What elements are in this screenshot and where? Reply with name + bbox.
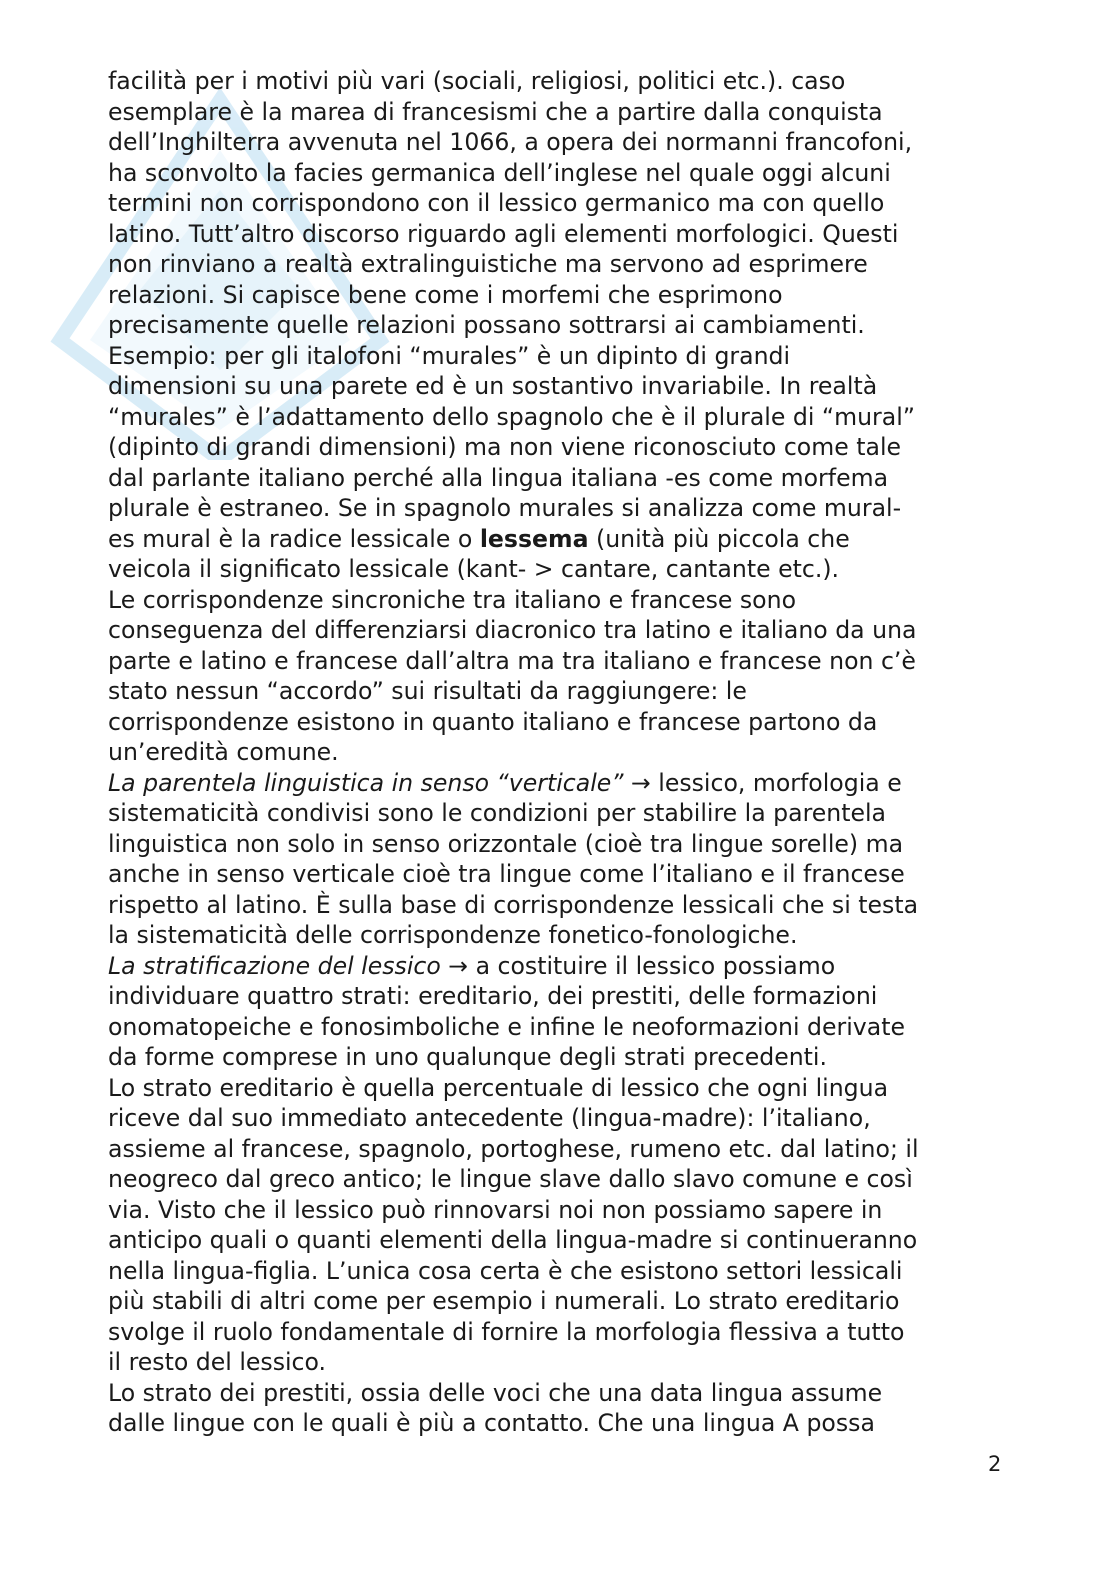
- text-run: anche in senso verticale cioè tra lingue come l’italiano e il francese: [108, 860, 905, 888]
- text-line: [108, 97, 1008, 128]
- text-line: [108, 676, 1008, 707]
- text-line: [108, 890, 1008, 921]
- text-run: “murales” è l’adattamento dello spagnolo che è il plurale di “mural”: [108, 402, 915, 431]
- text-line: [108, 707, 1008, 738]
- bold-term: lessema: [479, 524, 589, 553]
- text-line: [108, 920, 1008, 951]
- text-line: [108, 737, 1008, 768]
- text-run: Lo strato dei prestiti, ossia delle voci che una data lingua assume: [108, 1378, 883, 1407]
- text-run: nella lingua-figlia. L’unica cosa certa è che esistono settori lessicali: [108, 1256, 903, 1285]
- text-run: rispetto al latino. È sulla base di corrispondenze lessicali che si testa: [108, 890, 919, 919]
- text-run: (unità più piccola che: [588, 524, 850, 553]
- text-run: dell’Inghilterra avvenuta nel 1066, a opera dei normanni francofoni,: [108, 128, 913, 156]
- text-run: termini non corrispondono con il lessico germanico ma con quello: [108, 189, 885, 217]
- text-line: [108, 1317, 1008, 1348]
- text-line: [108, 768, 1008, 799]
- text-line: [108, 280, 1008, 311]
- text-run: onomatopeiche e fonosimboliche e infine le neoformazioni derivate: [108, 1012, 905, 1041]
- text-run: → lessico, morfologia e: [623, 768, 902, 797]
- text-line: [108, 432, 1008, 463]
- text-line: [108, 1042, 1008, 1073]
- text-line: [108, 66, 1008, 97]
- text-run: Esempio: per gli italofoni “murales” è un dipinto di grandi: [108, 341, 791, 370]
- text-run: conseguenza del differenziarsi diacronico tra latino e italiano da una: [108, 616, 917, 644]
- text-line: [108, 1164, 1008, 1195]
- text-run: da forme comprese in uno qualunque degli strati precedenti.: [108, 1043, 827, 1071]
- document-body: [108, 66, 1008, 1439]
- text-line: [108, 1256, 1008, 1287]
- text-run: corrispondenze esistono in quanto italiano e francese partono da: [108, 707, 878, 736]
- text-run: svolge il ruolo fondamentale di fornire la morfologia flessiva a tutto: [108, 1317, 905, 1346]
- text-run: Lo strato ereditario è quella percentuale di lessico che ogni lingua: [108, 1073, 889, 1102]
- text-line: [108, 1012, 1008, 1043]
- text-run: dalle lingue con le quali è più a contatto. Che una lingua A possa: [108, 1409, 875, 1437]
- text-line: [108, 585, 1008, 616]
- text-line: [108, 463, 1008, 494]
- text-line: [108, 127, 1008, 158]
- text-line: [108, 188, 1008, 219]
- text-run: precisamente quelle relazioni possano sottrarsi ai cambiamenti.: [108, 311, 865, 339]
- text-run: facilità per i motivi più vari (sociali, religiosi, politici etc.). caso: [108, 67, 846, 95]
- text-line: [108, 615, 1008, 646]
- text-run: sistematicità condivisi sono le condizioni per stabilire la parentela: [108, 799, 887, 827]
- text-line: [108, 829, 1008, 860]
- text-line: [108, 798, 1008, 829]
- text-line: [108, 951, 1008, 982]
- text-line: [108, 1073, 1008, 1104]
- text-line: [108, 981, 1008, 1012]
- text-line: [108, 310, 1008, 341]
- text-run: la sistematicità delle corrispondenze fonetico-fonologiche.: [108, 921, 798, 949]
- text-run: relazioni. Si capisce bene come i morfemi che esprimono: [108, 280, 783, 309]
- text-line: [108, 158, 1008, 189]
- italic-heading: La parentela linguistica in senso “verticale”: [108, 768, 624, 797]
- text-line: [108, 402, 1008, 433]
- text-run: veicola il significato lessicale (kant- > cantare, cantante etc.).: [108, 555, 840, 583]
- text-line: [108, 554, 1008, 585]
- text-run: (dipinto di grandi dimensioni) ma non viene riconosciuto come tale: [108, 433, 902, 461]
- text-run: latino. Tutt’altro discorso riguardo agli elementi morfologici. Questi: [108, 219, 899, 248]
- italic-heading: La stratificazione del lessico: [108, 951, 441, 980]
- text-run: dal parlante italiano perché alla lingua italiana -es come morfema: [108, 463, 889, 492]
- text-line: [108, 646, 1008, 677]
- text-run: esemplare è la marea di francesismi che a partire dalla conquista: [108, 97, 883, 126]
- text-run: → a costituire il lessico possiamo: [440, 951, 836, 980]
- text-line: [108, 859, 1008, 890]
- text-line: [108, 249, 1008, 280]
- text-line: [108, 1347, 1008, 1378]
- text-run: stato nessun “accordo” sui risultati da raggiungere: le: [108, 677, 747, 705]
- text-run: dimensioni su una parete ed è un sostantivo invariabile. In realtà: [108, 372, 878, 400]
- text-run: Le corrispondenze sincroniche tra italiano e francese sono: [108, 585, 797, 614]
- text-run: il resto del lessico.: [108, 1348, 327, 1376]
- text-run: es mural è la radice lessicale o: [108, 524, 480, 553]
- text-run: parte e latino e francese dall’altra ma tra italiano e francese non c’è: [108, 646, 916, 675]
- text-line: [108, 371, 1008, 402]
- text-run: individuare quattro strati: ereditario, dei prestiti, delle formazioni: [108, 982, 878, 1010]
- text-run: non rinviano a realtà extralinguistiche ma servono ad esprimere: [108, 250, 868, 278]
- text-line: [108, 341, 1008, 372]
- text-run: più stabili di altri come per esempio i numerali. Lo strato ereditario: [108, 1287, 900, 1315]
- page-number: 2: [988, 1452, 1002, 1476]
- text-line: [108, 493, 1008, 524]
- text-line: [108, 219, 1008, 250]
- text-line: [108, 1378, 1008, 1409]
- text-line: [108, 1286, 1008, 1317]
- text-run: ha sconvolto la facies germanica dell’inglese nel quale oggi alcuni: [108, 158, 891, 187]
- text-run: via. Visto che il lessico può rinnovarsi noi non possiamo sapere in: [108, 1195, 883, 1224]
- text-run: neogreco dal greco antico; le lingue slave dallo slavo comune e così: [108, 1165, 913, 1193]
- text-run: linguistica non solo in senso orizzontale (cioè tra lingue sorelle) ma: [108, 829, 904, 858]
- text-run: riceve dal suo immediato antecedente (lingua-madre): l’italiano,: [108, 1104, 871, 1132]
- text-line: [108, 1225, 1008, 1256]
- text-line: [108, 1103, 1008, 1134]
- text-run: un’eredità comune.: [108, 738, 339, 766]
- text-run: assieme al francese, spagnolo, portoghese, rumeno etc. dal latino; il: [108, 1134, 919, 1163]
- text-run: anticipo quali o quanti elementi della lingua-madre si continueranno: [108, 1226, 918, 1254]
- text-line: [108, 1134, 1008, 1165]
- text-line: [108, 1195, 1008, 1226]
- text-run: plurale è estraneo. Se in spagnolo murales si analizza come mural-: [108, 494, 902, 522]
- text-line: [108, 1408, 1008, 1439]
- text-line: [108, 524, 1008, 555]
